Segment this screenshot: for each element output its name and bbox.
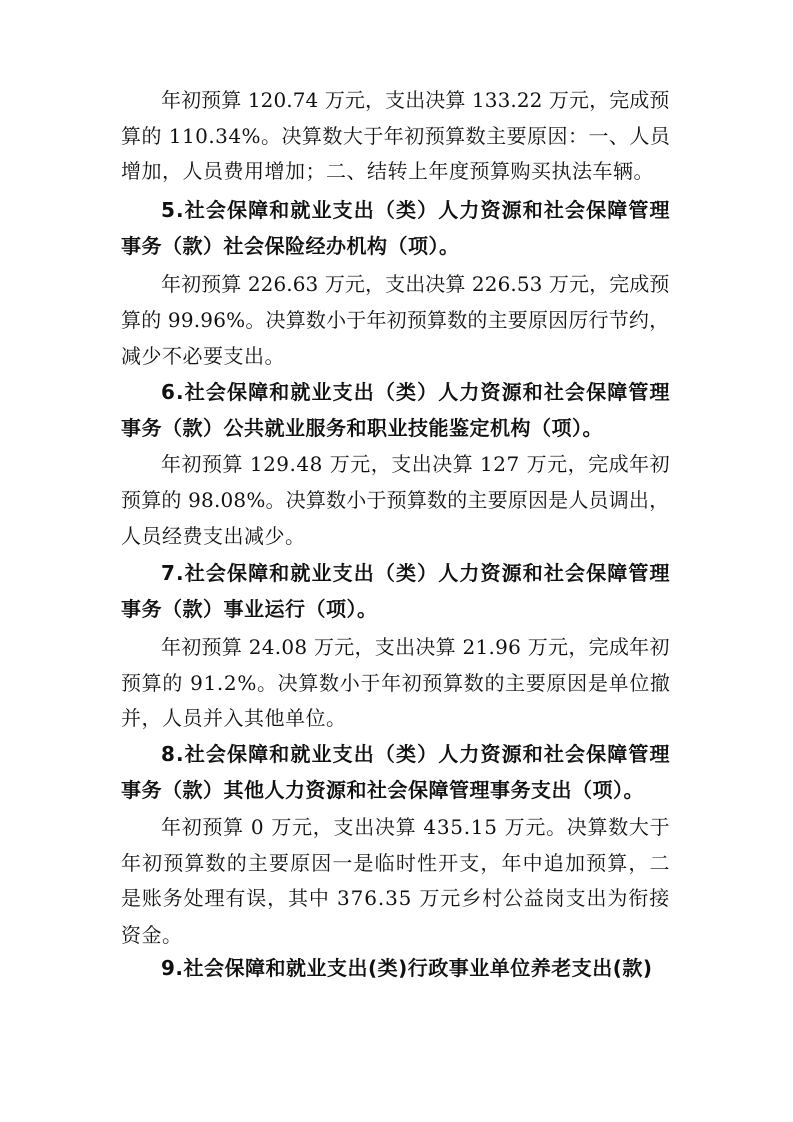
- paragraph-line: 预算的 98.08%。决算数小于预算数的主要原因是人员调出，: [121, 488, 670, 512]
- paragraph-line: 年初预算 226.63 万元，支出决算 226.53 万元，完成预: [161, 272, 670, 296]
- section-heading-line: 8.社会保障和就业支出（类）人力资源和社会保障管理: [161, 742, 671, 766]
- paragraph-line: 年初预算数的主要原因一是临时性开支，年中追加预算，二: [121, 851, 671, 875]
- paragraph-line: 算的 110.34%。决算数大于年初预算数主要原因：一、人员: [121, 124, 671, 148]
- paragraph-line: 是账务处理有误，其中 376.35 万元乡村公益岗支出为衔接: [121, 886, 671, 910]
- section-heading-line: 事务（款）公共就业服务和职业技能鉴定机构（项）。: [121, 416, 603, 440]
- section-heading-line: 9.社会保障和就业支出(类)行政事业单位养老支出(款): [161, 956, 653, 980]
- paragraph-line: 年初预算 0 万元，支出决算 435.15 万元。决算数大于: [161, 815, 671, 839]
- section-heading-line: 7.社会保障和就业支出（类）人力资源和社会保障管理: [161, 561, 671, 585]
- section-heading-line: 事务（款）社会保险经办机构（项）。: [121, 234, 460, 258]
- paragraph-line: 年初预算 120.74 万元，支出决算 133.22 万元，完成预: [161, 88, 670, 112]
- paragraph-line: 增加，人员费用增加；二、结转上年度预算购买执法车辆。: [121, 159, 654, 183]
- paragraph-line: 并，人员并入其他单位。: [121, 706, 347, 730]
- paragraph-line: 人员经费支出减少。: [121, 524, 306, 548]
- section-heading-line: 事务（款）事业运行（项）。: [121, 597, 378, 621]
- section-heading-line: 5.社会保障和就业支出（类）人力资源和社会保障管理: [161, 198, 671, 222]
- paragraph-line: 年初预算 129.48 万元，支出决算 127 万元，完成年初: [161, 452, 671, 476]
- paragraph-line: 年初预算 24.08 万元，支出决算 21.96 万元，完成年初: [161, 635, 670, 659]
- paragraph-line: 预算的 91.2%。决算数小于年初预算数的主要原因是单位撤: [121, 671, 671, 695]
- section-heading-line: 6.社会保障和就业支出（类）人力资源和社会保障管理: [161, 380, 671, 404]
- paragraph-line: 算的 99.96%。决算数小于年初预算数的主要原因厉行节约，: [121, 308, 670, 332]
- paragraph-line: 减少不必要支出。: [121, 344, 285, 368]
- paragraph-line: 资金。: [121, 923, 183, 947]
- section-heading-line: 事务（款）其他人力资源和社会保障管理事务支出（项）。: [121, 778, 644, 802]
